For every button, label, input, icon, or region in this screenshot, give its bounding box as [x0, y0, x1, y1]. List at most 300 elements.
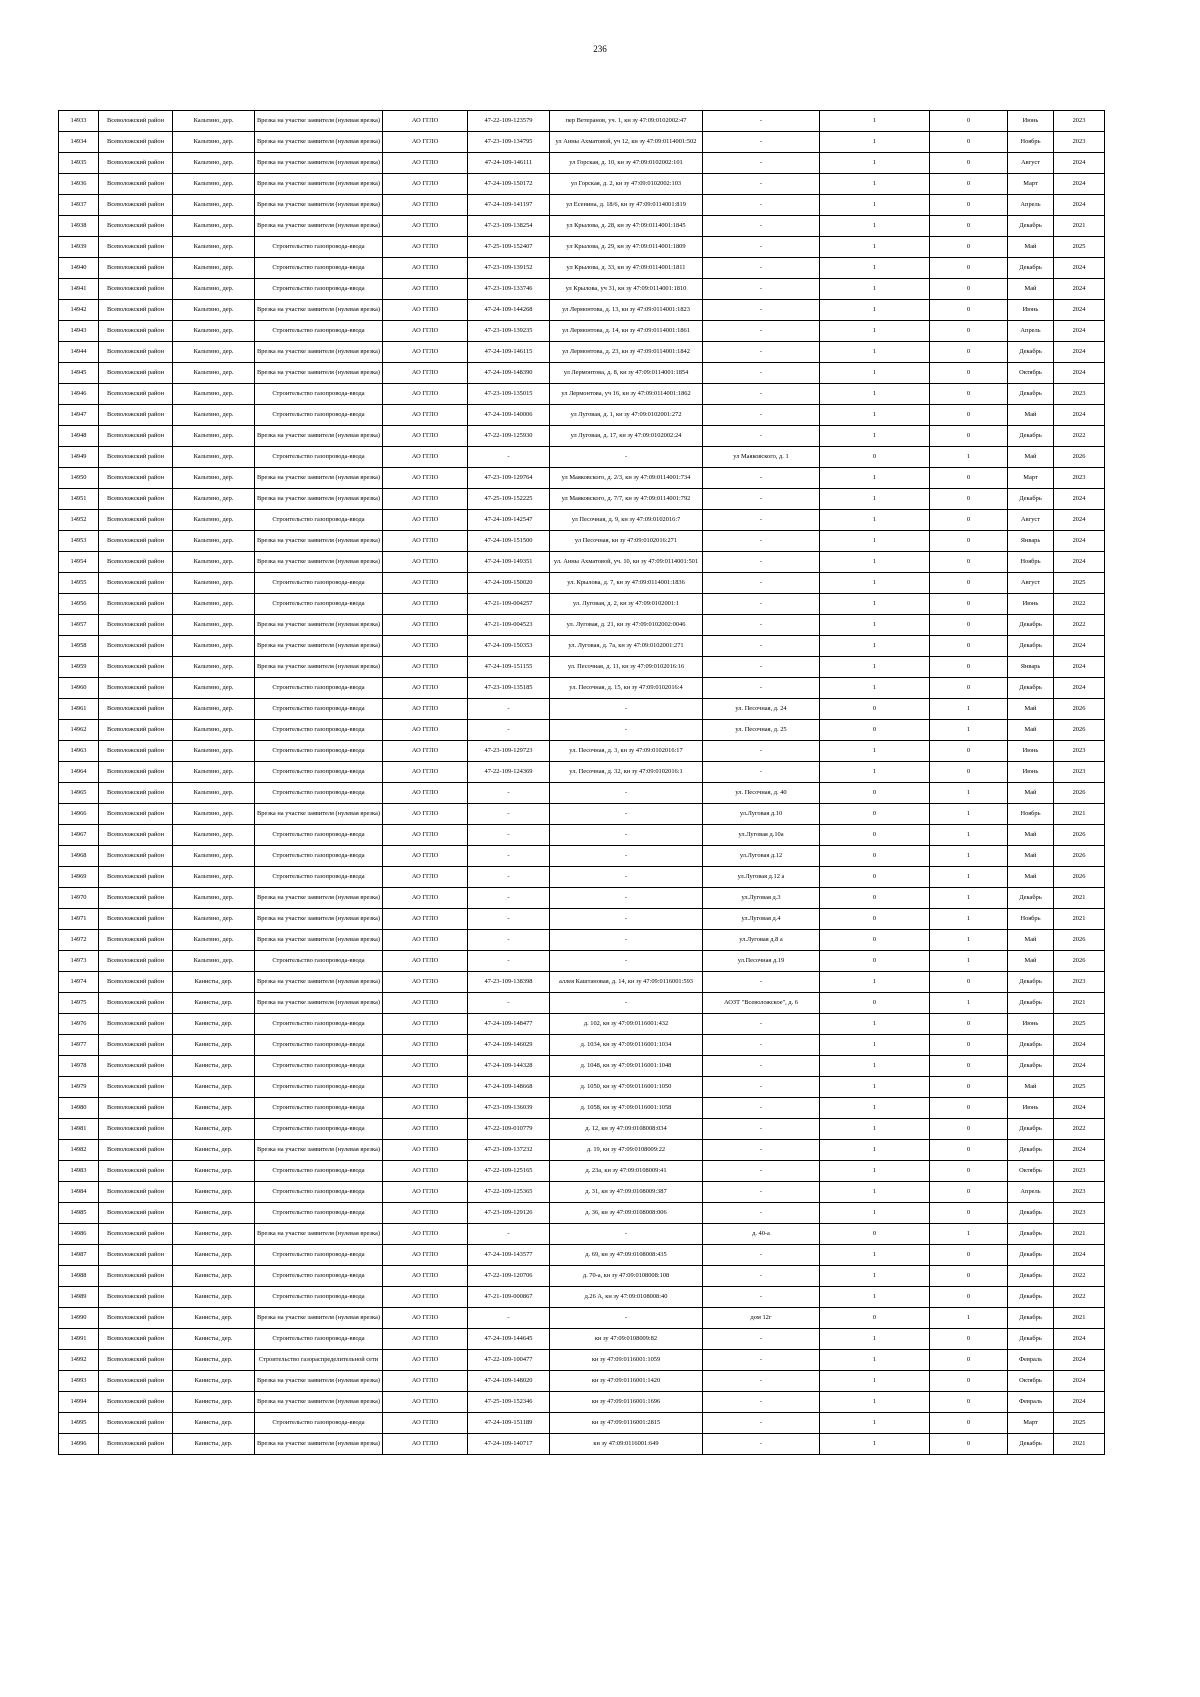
- contract-number-cell: -: [468, 699, 550, 720]
- settlement-cell: Канисты, дер.: [173, 993, 255, 1014]
- count-planned-cell: 0: [930, 300, 1008, 321]
- year-cell: 2024: [1054, 531, 1105, 552]
- planned-address-cell: -: [703, 132, 820, 153]
- count-contracted-cell: 1: [820, 384, 930, 405]
- planned-address-cell: -: [703, 1182, 820, 1203]
- year-cell: 2024: [1054, 321, 1105, 342]
- work-type-cell: Строительство газопровода-ввода: [255, 1077, 383, 1098]
- month-cell: Декабрь: [1008, 972, 1054, 993]
- district-cell: Всеволожский район: [99, 363, 173, 384]
- planned-address-cell: -: [703, 1392, 820, 1413]
- district-cell: Всеволожский район: [99, 1434, 173, 1455]
- year-cell: 2022: [1054, 426, 1105, 447]
- row-number: 14992: [59, 1350, 99, 1371]
- settlement-cell: Канисты, дер.: [173, 1308, 255, 1329]
- count-planned-cell: 1: [930, 720, 1008, 741]
- organization-cell: АО ГГЛО: [383, 1392, 468, 1413]
- count-contracted-cell: 1: [820, 468, 930, 489]
- address-cell: -: [550, 846, 703, 867]
- contract-number-cell: 47-24-109-148477: [468, 1014, 550, 1035]
- count-contracted-cell: 1: [820, 1014, 930, 1035]
- year-cell: 2024: [1054, 1140, 1105, 1161]
- district-cell: Всеволожский район: [99, 699, 173, 720]
- month-cell: Декабрь: [1008, 1287, 1054, 1308]
- district-cell: Всеволожский район: [99, 1350, 173, 1371]
- count-contracted-cell: 1: [820, 1266, 930, 1287]
- settlement-cell: Канисты, дер.: [173, 1224, 255, 1245]
- count-planned-cell: 0: [930, 1329, 1008, 1350]
- address-cell: д. 70-а, кн зу 47:09:0108008:108: [550, 1266, 703, 1287]
- organization-cell: АО ГГЛО: [383, 1098, 468, 1119]
- year-cell: 2022: [1054, 1287, 1105, 1308]
- planned-address-cell: -: [703, 552, 820, 573]
- table-row: [59, 888, 1105, 909]
- address-cell: -: [550, 783, 703, 804]
- row-number: 14968: [59, 846, 99, 867]
- address-cell: кн зу 47:09:0116001:649: [550, 1434, 703, 1455]
- count-planned-cell: 0: [930, 216, 1008, 237]
- table-row: [59, 111, 1105, 132]
- work-type-cell: Строительство газопровода-ввода: [255, 1413, 383, 1434]
- count-planned-cell: 1: [930, 930, 1008, 951]
- count-contracted-cell: 0: [820, 930, 930, 951]
- planned-address-cell: -: [703, 111, 820, 132]
- address-cell: аллея Каштановая, д. 14, кн зу 47:09:0116001:593: [550, 972, 703, 993]
- row-number: 14993: [59, 1371, 99, 1392]
- district-cell: Всеволожский район: [99, 720, 173, 741]
- organization-cell: АО ГГЛО: [383, 1413, 468, 1434]
- planned-address-cell: дом 12г: [703, 1308, 820, 1329]
- count-contracted-cell: 1: [820, 972, 930, 993]
- organization-cell: АО ГГЛО: [383, 741, 468, 762]
- planned-address-cell: -: [703, 531, 820, 552]
- district-cell: Всеволожский район: [99, 531, 173, 552]
- work-type-cell: Врезка на участке заявителя (нулевая врезка): [255, 1434, 383, 1455]
- planned-address-cell: -: [703, 972, 820, 993]
- count-contracted-cell: 1: [820, 216, 930, 237]
- table-row: [59, 993, 1105, 1014]
- address-cell: ул Лермонтова, уч 16, кн зу 47:09:0114001:1862: [550, 384, 703, 405]
- address-cell: ул. Луговая, д. 21, кн зу 47:09:0102002:0046: [550, 615, 703, 636]
- planned-address-cell: -: [703, 300, 820, 321]
- year-cell: 2026: [1054, 720, 1105, 741]
- table-row: [59, 699, 1105, 720]
- row-number: 14971: [59, 909, 99, 930]
- district-cell: Всеволожский район: [99, 636, 173, 657]
- count-planned-cell: 1: [930, 888, 1008, 909]
- count-contracted-cell: 1: [820, 489, 930, 510]
- organization-cell: АО ГГЛО: [383, 993, 468, 1014]
- contract-number-cell: 47-24-109-150353: [468, 636, 550, 657]
- address-cell: ул Крылова, уч 31, кн зу 47:09:0114001:1810: [550, 279, 703, 300]
- month-cell: Декабрь: [1008, 258, 1054, 279]
- month-cell: Октябрь: [1008, 1161, 1054, 1182]
- year-cell: 2021: [1054, 1434, 1105, 1455]
- district-cell: Всеволожский район: [99, 762, 173, 783]
- count-planned-cell: 0: [930, 405, 1008, 426]
- count-contracted-cell: 1: [820, 111, 930, 132]
- table-row: [59, 594, 1105, 615]
- year-cell: 2024: [1054, 489, 1105, 510]
- count-planned-cell: 0: [930, 1077, 1008, 1098]
- table-row: [59, 1140, 1105, 1161]
- year-cell: 2021: [1054, 909, 1105, 930]
- count-contracted-cell: 1: [820, 1161, 930, 1182]
- contract-number-cell: -: [468, 447, 550, 468]
- settlement-cell: Канисты, дер.: [173, 1392, 255, 1413]
- table-row: [59, 1287, 1105, 1308]
- year-cell: 2024: [1054, 678, 1105, 699]
- contract-number-cell: -: [468, 867, 550, 888]
- district-cell: Всеволожский район: [99, 1308, 173, 1329]
- district-cell: Всеволожский район: [99, 195, 173, 216]
- planned-address-cell: ул.Песочная д.19: [703, 951, 820, 972]
- contract-number-cell: 47-23-109-139152: [468, 258, 550, 279]
- month-cell: Май: [1008, 783, 1054, 804]
- year-cell: 2024: [1054, 1056, 1105, 1077]
- work-type-cell: Строительство газопровода-ввода: [255, 1329, 383, 1350]
- contract-number-cell: 47-22-109-125930: [468, 426, 550, 447]
- table-row: [59, 1161, 1105, 1182]
- month-cell: Июнь: [1008, 111, 1054, 132]
- count-planned-cell: 0: [930, 657, 1008, 678]
- row-number: 14941: [59, 279, 99, 300]
- district-cell: Всеволожский район: [99, 888, 173, 909]
- count-contracted-cell: 1: [820, 1413, 930, 1434]
- organization-cell: АО ГГЛО: [383, 1203, 468, 1224]
- row-number: 14951: [59, 489, 99, 510]
- year-cell: 2022: [1054, 594, 1105, 615]
- contract-number-cell: -: [468, 909, 550, 930]
- district-cell: Всеволожский район: [99, 615, 173, 636]
- contract-number-cell: 47-22-109-010779: [468, 1119, 550, 1140]
- organization-cell: АО ГГЛО: [383, 846, 468, 867]
- year-cell: 2026: [1054, 447, 1105, 468]
- work-type-cell: Строительство газопровода-ввода: [255, 867, 383, 888]
- organization-cell: АО ГГЛО: [383, 951, 468, 972]
- work-type-cell: Строительство газопровода-ввода: [255, 741, 383, 762]
- month-cell: Декабрь: [1008, 1308, 1054, 1329]
- planned-address-cell: -: [703, 1350, 820, 1371]
- table-row: [59, 846, 1105, 867]
- count-planned-cell: 0: [930, 111, 1008, 132]
- contract-number-cell: 47-23-109-133746: [468, 279, 550, 300]
- planned-address-cell: -: [703, 1371, 820, 1392]
- address-cell: ул Луговая, д. 17, кн зу 47:09:0102002:24: [550, 426, 703, 447]
- month-cell: Декабрь: [1008, 1245, 1054, 1266]
- month-cell: Май: [1008, 699, 1054, 720]
- count-planned-cell: 0: [930, 615, 1008, 636]
- count-contracted-cell: 1: [820, 1434, 930, 1455]
- planned-address-cell: -: [703, 342, 820, 363]
- table-row: [59, 489, 1105, 510]
- count-planned-cell: 0: [930, 1350, 1008, 1371]
- work-type-cell: Строительство газопровода-ввода: [255, 951, 383, 972]
- organization-cell: АО ГГЛО: [383, 1014, 468, 1035]
- year-cell: 2021: [1054, 216, 1105, 237]
- settlement-cell: Кальтино, дер.: [173, 615, 255, 636]
- work-type-cell: Врезка на участке заявителя (нулевая врезка): [255, 1371, 383, 1392]
- contract-number-cell: -: [468, 825, 550, 846]
- planned-address-cell: -: [703, 426, 820, 447]
- contract-number-cell: 47-23-109-139235: [468, 321, 550, 342]
- district-cell: Всеволожский район: [99, 804, 173, 825]
- district-cell: Всеволожский район: [99, 972, 173, 993]
- year-cell: 2026: [1054, 783, 1105, 804]
- district-cell: Всеволожский район: [99, 1224, 173, 1245]
- count-planned-cell: 0: [930, 762, 1008, 783]
- planned-address-cell: -: [703, 573, 820, 594]
- settlement-cell: Канисты, дер.: [173, 1434, 255, 1455]
- planned-address-cell: -: [703, 1014, 820, 1035]
- planned-address-cell: -: [703, 216, 820, 237]
- year-cell: 2025: [1054, 1413, 1105, 1434]
- contract-number-cell: 47-24-109-140717: [468, 1434, 550, 1455]
- contract-number-cell: 47-22-109-125365: [468, 1182, 550, 1203]
- count-planned-cell: 0: [930, 132, 1008, 153]
- contract-number-cell: 47-24-109-148668: [468, 1077, 550, 1098]
- district-cell: Всеволожский район: [99, 426, 173, 447]
- work-type-cell: Врезка на участке заявителя (нулевая врезка): [255, 657, 383, 678]
- work-type-cell: Врезка на участке заявителя (нулевая врезка): [255, 1140, 383, 1161]
- work-type-cell: Строительство газопровода-ввода: [255, 258, 383, 279]
- address-cell: ул Лермонтова, д. 8, кн зу 47:09:0114001:1854: [550, 363, 703, 384]
- contract-number-cell: 47-24-109-144268: [468, 300, 550, 321]
- row-number: 14970: [59, 888, 99, 909]
- count-contracted-cell: 1: [820, 510, 930, 531]
- table-row: [59, 216, 1105, 237]
- month-cell: Ноябрь: [1008, 132, 1054, 153]
- organization-cell: АО ГГЛО: [383, 1266, 468, 1287]
- district-cell: Всеволожский район: [99, 321, 173, 342]
- table-row: [59, 1077, 1105, 1098]
- planned-address-cell: д. 40-а: [703, 1224, 820, 1245]
- organization-cell: АО ГГЛО: [383, 174, 468, 195]
- table-row: [59, 615, 1105, 636]
- count-planned-cell: 1: [930, 1224, 1008, 1245]
- address-cell: -: [550, 909, 703, 930]
- row-number: 14983: [59, 1161, 99, 1182]
- district-cell: Всеволожский район: [99, 1392, 173, 1413]
- row-number: 14967: [59, 825, 99, 846]
- page-number: 236: [593, 44, 607, 54]
- organization-cell: АО ГГЛО: [383, 384, 468, 405]
- work-type-cell: Врезка на участке заявителя (нулевая врезка): [255, 132, 383, 153]
- settlement-cell: Кальтино, дер.: [173, 804, 255, 825]
- count-contracted-cell: 1: [820, 279, 930, 300]
- row-number: 14981: [59, 1119, 99, 1140]
- month-cell: Декабрь: [1008, 1266, 1054, 1287]
- settlement-cell: Кальтино, дер.: [173, 699, 255, 720]
- district-cell: Всеволожский район: [99, 384, 173, 405]
- count-planned-cell: 1: [930, 867, 1008, 888]
- organization-cell: АО ГГЛО: [383, 972, 468, 993]
- district-cell: Всеволожский район: [99, 1329, 173, 1350]
- address-cell: ул Луговая, д. 1, кн зу 47:09:0102001:272: [550, 405, 703, 426]
- row-number: 14989: [59, 1287, 99, 1308]
- settlement-cell: Кальтино, дер.: [173, 132, 255, 153]
- address-cell: -: [550, 1224, 703, 1245]
- count-contracted-cell: 1: [820, 552, 930, 573]
- planned-address-cell: -: [703, 510, 820, 531]
- settlement-cell: Канисты, дер.: [173, 1014, 255, 1035]
- count-planned-cell: 1: [930, 951, 1008, 972]
- work-type-cell: Врезка на участке заявителя (нулевая врезка): [255, 426, 383, 447]
- table-row: [59, 1056, 1105, 1077]
- work-type-cell: Врезка на участке заявителя (нулевая врезка): [255, 153, 383, 174]
- address-cell: -: [550, 993, 703, 1014]
- contract-number-cell: 47-23-109-136039: [468, 1098, 550, 1119]
- organization-cell: АО ГГЛО: [383, 132, 468, 153]
- work-type-cell: Врезка на участке заявителя (нулевая врезка): [255, 1308, 383, 1329]
- table-row: [59, 741, 1105, 762]
- settlement-cell: Кальтино, дер.: [173, 783, 255, 804]
- settlement-cell: Кальтино, дер.: [173, 573, 255, 594]
- month-cell: Май: [1008, 279, 1054, 300]
- contract-number-cell: 47-23-109-129764: [468, 468, 550, 489]
- row-number: 14980: [59, 1098, 99, 1119]
- planned-address-cell: -: [703, 321, 820, 342]
- work-type-cell: Строительство газопровода-ввода: [255, 279, 383, 300]
- count-contracted-cell: 1: [820, 195, 930, 216]
- table-row: [59, 783, 1105, 804]
- gasification-register-table: [58, 110, 1105, 1455]
- work-type-cell: Врезка на участке заявителя (нулевая врезка): [255, 909, 383, 930]
- count-contracted-cell: 1: [820, 615, 930, 636]
- work-type-cell: Строительство газопровода-ввода: [255, 510, 383, 531]
- month-cell: Октябрь: [1008, 1371, 1054, 1392]
- settlement-cell: Кальтино, дер.: [173, 489, 255, 510]
- table-row: [59, 972, 1105, 993]
- year-cell: 2024: [1054, 552, 1105, 573]
- count-planned-cell: 0: [930, 258, 1008, 279]
- row-number: 14955: [59, 573, 99, 594]
- settlement-cell: Кальтино, дер.: [173, 846, 255, 867]
- organization-cell: АО ГГЛО: [383, 1371, 468, 1392]
- contract-number-cell: 47-23-109-135015: [468, 384, 550, 405]
- address-cell: -: [550, 825, 703, 846]
- planned-address-cell: -: [703, 1245, 820, 1266]
- settlement-cell: Канисты, дер.: [173, 1245, 255, 1266]
- organization-cell: АО ГГЛО: [383, 678, 468, 699]
- contract-number-cell: 47-24-109-151155: [468, 657, 550, 678]
- count-planned-cell: 0: [930, 1182, 1008, 1203]
- count-planned-cell: 1: [930, 1308, 1008, 1329]
- address-cell: ул Крылова, д. 33, кн зу 47:09:0114001:1811: [550, 258, 703, 279]
- address-cell: пер Ветеранов, уч. 1, кн зу 47:09:0102002:47: [550, 111, 703, 132]
- work-type-cell: Врезка на участке заявителя (нулевая врезка): [255, 489, 383, 510]
- month-cell: Декабрь: [1008, 1434, 1054, 1455]
- planned-address-cell: ул.Луговая д.12 а: [703, 867, 820, 888]
- contract-number-cell: 47-24-109-141197: [468, 195, 550, 216]
- organization-cell: АО ГГЛО: [383, 279, 468, 300]
- row-number: 14982: [59, 1140, 99, 1161]
- district-cell: Всеволожский район: [99, 279, 173, 300]
- month-cell: Май: [1008, 825, 1054, 846]
- district-cell: Всеволожский район: [99, 405, 173, 426]
- address-cell: д. 102, кн зу 47:09:0116001:432: [550, 1014, 703, 1035]
- settlement-cell: Канисты, дер.: [173, 1266, 255, 1287]
- table-row: [59, 552, 1105, 573]
- organization-cell: АО ГГЛО: [383, 573, 468, 594]
- planned-address-cell: -: [703, 1329, 820, 1350]
- month-cell: Апрель: [1008, 195, 1054, 216]
- table-row: [59, 258, 1105, 279]
- work-type-cell: Врезка на участке заявителя (нулевая врезка): [255, 174, 383, 195]
- settlement-cell: Кальтино, дер.: [173, 363, 255, 384]
- count-planned-cell: 1: [930, 993, 1008, 1014]
- row-number: 14988: [59, 1266, 99, 1287]
- planned-address-cell: -: [703, 741, 820, 762]
- table-row: [59, 573, 1105, 594]
- month-cell: Декабрь: [1008, 1140, 1054, 1161]
- organization-cell: АО ГГЛО: [383, 594, 468, 615]
- settlement-cell: Канисты, дер.: [173, 1035, 255, 1056]
- month-cell: Январь: [1008, 657, 1054, 678]
- work-type-cell: Строительство газопровода-ввода: [255, 1287, 383, 1308]
- organization-cell: АО ГГЛО: [383, 804, 468, 825]
- month-cell: Январь: [1008, 531, 1054, 552]
- count-planned-cell: 0: [930, 636, 1008, 657]
- district-cell: Всеволожский район: [99, 1266, 173, 1287]
- planned-address-cell: -: [703, 489, 820, 510]
- month-cell: Декабрь: [1008, 1035, 1054, 1056]
- month-cell: Май: [1008, 846, 1054, 867]
- month-cell: Май: [1008, 237, 1054, 258]
- organization-cell: АО ГГЛО: [383, 216, 468, 237]
- table-row: [59, 1434, 1105, 1455]
- planned-address-cell: -: [703, 615, 820, 636]
- year-cell: 2026: [1054, 699, 1105, 720]
- settlement-cell: Канисты, дер.: [173, 1182, 255, 1203]
- row-number: 14940: [59, 258, 99, 279]
- contract-number-cell: 47-23-109-129723: [468, 741, 550, 762]
- year-cell: 2024: [1054, 195, 1105, 216]
- month-cell: Декабрь: [1008, 1224, 1054, 1245]
- count-contracted-cell: 1: [820, 1329, 930, 1350]
- count-planned-cell: 0: [930, 1413, 1008, 1434]
- district-cell: Всеволожский район: [99, 1140, 173, 1161]
- table-row: [59, 762, 1105, 783]
- month-cell: Май: [1008, 930, 1054, 951]
- work-type-cell: Врезка на участке заявителя (нулевая врезка): [255, 216, 383, 237]
- count-planned-cell: 1: [930, 846, 1008, 867]
- year-cell: 2023: [1054, 1203, 1105, 1224]
- count-contracted-cell: 1: [820, 657, 930, 678]
- district-cell: Всеволожский район: [99, 657, 173, 678]
- settlement-cell: Кальтино, дер.: [173, 825, 255, 846]
- count-planned-cell: 1: [930, 804, 1008, 825]
- count-contracted-cell: 1: [820, 1203, 930, 1224]
- contract-number-cell: 47-24-109-146029: [468, 1035, 550, 1056]
- year-cell: 2022: [1054, 615, 1105, 636]
- table-row: [59, 636, 1105, 657]
- table-row: [59, 1350, 1105, 1371]
- organization-cell: АО ГГЛО: [383, 111, 468, 132]
- work-type-cell: Строительство газопровода-ввода: [255, 1161, 383, 1182]
- contract-number-cell: 47-22-109-124369: [468, 762, 550, 783]
- count-contracted-cell: 0: [820, 804, 930, 825]
- row-number: 14995: [59, 1413, 99, 1434]
- year-cell: 2024: [1054, 1245, 1105, 1266]
- year-cell: 2021: [1054, 993, 1105, 1014]
- settlement-cell: Кальтино, дер.: [173, 216, 255, 237]
- year-cell: 2023: [1054, 1161, 1105, 1182]
- contract-number-cell: -: [468, 993, 550, 1014]
- district-cell: Всеволожский район: [99, 993, 173, 1014]
- work-type-cell: Строительство газопровода-ввода: [255, 1119, 383, 1140]
- count-planned-cell: 0: [930, 363, 1008, 384]
